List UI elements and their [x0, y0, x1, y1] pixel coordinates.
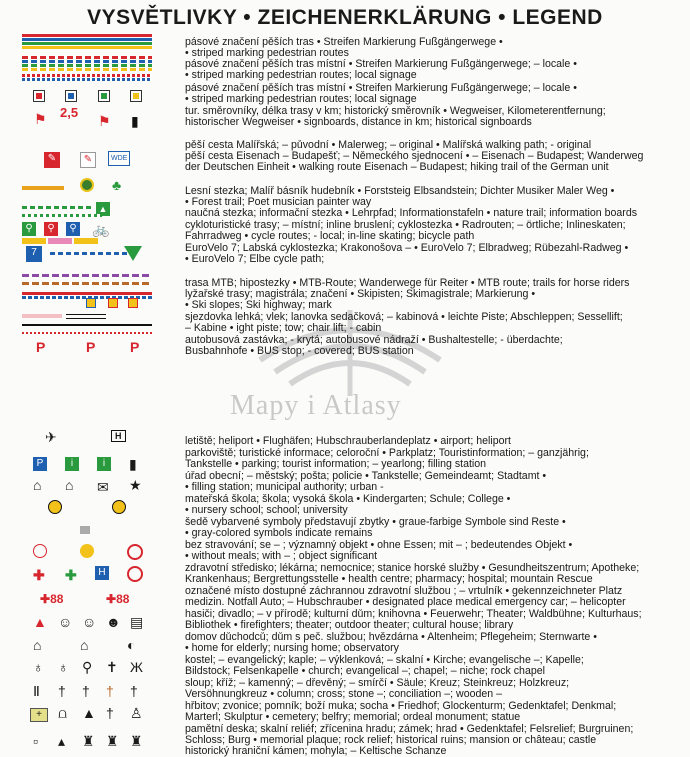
legend-line: EuroVelo 7; Labská cyklostezka; Krakonošova – • EuroVelo 7; Elbradweg; Rübezahl-Radweg • [185, 243, 629, 254]
cultural-house-icon: ☻ [106, 614, 121, 630]
legend-line: pásové značení pěších tras • Streifen Markierung Fußgängerwege • [185, 37, 503, 48]
emergency-car-icon: ✚88 [40, 592, 64, 606]
police-icon: ★ [129, 477, 142, 493]
legend-line: pamětní deska; skalní reliéf; zřícenina hradu; zámek; hrad • Gedenktafel; Felsrelief; Burgruinen; [185, 724, 634, 735]
theater-icon: ☺ [58, 614, 73, 630]
legend-line: sjezdovka lehká; vlek; lanovka sedačková; – kabinová • leichte Piste; Abschleppen; Sessellift; [185, 312, 623, 323]
municipal-office-icon: ⌂ [33, 477, 42, 493]
pharmacy-icon: ✚ [65, 567, 77, 583]
significant-object-icon [127, 544, 143, 560]
legend-line: zdravotní středisko; lékárna; nemocnice; stanice horské služby • Gesundheitszentrum; Apotheke; [185, 563, 640, 574]
legend-line: • Forest trail; Poet musician painter way [185, 197, 372, 208]
legend-line: kostel; – evangelický; kaple; – výklenková; – skalní • Kirche; evangelische –; Kapelle; [185, 655, 584, 666]
heliport-icon: H [111, 430, 126, 442]
statue-icon: ♙ [130, 705, 143, 721]
wooden-cross-icon: † [106, 683, 114, 699]
eurovelo-icon: 7 [26, 246, 42, 262]
legend-line: pásové značení pěších tras místní • Streifen Markierung Fußgängerwege; – locale • [185, 83, 577, 94]
legend-line: pěší cesta Malířská; – původní • Malerweg; – original • Malířská walking path; - original [185, 140, 592, 151]
hospital-icon: H [95, 566, 109, 580]
wde-badge: WDE [108, 151, 130, 166]
legend-line: • gray-colored symbols indicate remains [185, 528, 373, 539]
legend-line: tur. směrovníky, délka trasy v km; historický směrovník • Wegweiser, Kilometerentfernung; [185, 106, 606, 117]
outdoor-theater-icon: ☺ [82, 614, 97, 630]
legend-line: hasiči; divadlo; – v přírodě; kulturní dům; knihovna • Feuerwehr; Theater; Waldbühne; Kulturhaus; [185, 609, 642, 620]
legend-line: historický hraniční kámen; mohyla; – Keltische Schanze [185, 746, 447, 757]
mountain-rescue-icon [127, 566, 143, 582]
legend-line: bez stravování; se – ; významný objekt • ohne Essen; mit – ; bedeutendes Objekt • [185, 540, 573, 551]
cycle-route-icon: ⚲ [22, 222, 36, 236]
legend-line: autobusová zastávka; - krytá; autobusové nádraží • Bushaltestelle; - überdachte; [185, 335, 563, 346]
rock-chapel-icon: Ж [130, 659, 143, 675]
stone-cross-icon: † [82, 683, 90, 699]
library-icon: ▤ [130, 614, 144, 630]
cycle-local-icon: ⚲ [44, 222, 58, 236]
memorial-plaque-icon: ▫ [33, 733, 38, 749]
legend-line: hřbitov; zvonice; pomník; boží muka; socha • Friedhof; Glockenturm; Gedenktafel; Denkmal; [185, 701, 617, 712]
legend-line: medizin. Notfall Auto; – Hubschrauber • designated place medical emergency car; – helicopter [185, 597, 626, 608]
legend-line: – Kabine • ight piste; tow; chair lift; - cabin [185, 323, 382, 334]
legend-line: • Ski slopes; Ski highway; mark [185, 300, 332, 311]
tourist-info-icon: i [65, 457, 79, 471]
conciliation-cross-icon: † [130, 683, 138, 699]
legend-line: der Deutschen Einheit • walking route Eisenach – Budapest; hiking trail of the German unit [185, 162, 609, 173]
legend-line: Tankstelle • parking; tourist information; – yearlong; filling station [185, 459, 487, 470]
observatory-icon: ◐ [127, 637, 136, 653]
legend-line: • striped marking pedestrian routes [185, 48, 349, 59]
parking-icon: P [33, 457, 47, 471]
legend-line: lyžařské trasy; magistrála; značení • Skipisten; Skimagistrale; Markierung • [185, 289, 536, 300]
legend-line: • nursery school; school; university [185, 505, 348, 516]
legend-line: úřad obecní; – městský; pošta; policie • Tankstelle; Gemeindeamt; Stadtamt • [185, 471, 547, 482]
malirska-path-icon: ✎ [44, 152, 60, 168]
gray-remains-icon [80, 526, 90, 534]
bus-stop-icon: P [36, 339, 46, 355]
emergency-helicopter-icon: ✚88 [106, 592, 130, 606]
legend-line: Busbahnhofe • BUS stop; - covered; BUS station [185, 346, 414, 357]
legend-line: Marterl; Skulptur • cemetery; belfry; memorial; ordeal monument; statue [185, 712, 521, 723]
legend-line: Bildstock; Felsenkapelle • church; evangelical –; chapel; – niche; rock chapel [185, 666, 545, 677]
chapel-icon: ⚲ [82, 659, 93, 675]
forest-trail-icon: ▲ [96, 202, 110, 216]
watermark-text: Mapy i Atlasy [230, 390, 402, 421]
signpost-icon: ⚑ [98, 113, 111, 129]
legend-line: Bibliothek • firefighters; theater; outdoor theater; cultural house; library [185, 620, 514, 631]
post-office-icon: ✉ [97, 479, 109, 495]
rock-relief-icon: ▴ [58, 733, 66, 749]
firefighters-icon: ▲ [33, 614, 47, 630]
belfry-icon: ⩍ [58, 705, 68, 721]
bus-station-icon: P [130, 339, 140, 355]
with-meals-icon [80, 544, 94, 558]
german-unity-trail-icon: ♣ [112, 177, 122, 193]
legend-line: Fahrradweg • cycle routes; - local; in-line skating; bicycle path [185, 231, 475, 242]
school-icon [112, 500, 126, 514]
distance-label: 2,5 [60, 105, 79, 120]
legend-line: domov důchodců; dům s peč. službou; hvězdárna • Altenheim; Pflegeheim; Sternwarte • [185, 632, 597, 643]
town-office-icon: ⌂ [65, 477, 74, 493]
legend-line: letiště; heliport • Flughäfen; Hubschrauberlandeplatz • airport; heliport [185, 436, 512, 447]
health-centre-icon: ✚ [33, 567, 45, 583]
tourist-info-yearlong-icon: i [97, 457, 111, 471]
bus-stop-covered-icon: P [86, 339, 96, 355]
legend-line: Versöhnungkreuz • column; cross; stone –; conciliation –; wooden – [185, 689, 502, 700]
column-icon: Ⅱ [33, 683, 40, 699]
church-icon: ♁ [33, 659, 44, 675]
memorial-icon: ▲ [82, 705, 96, 721]
legend-line: označené místo dostupné záchrannou zdravotní službou ; – vrtulník • gekennzeichneter Platz [185, 586, 623, 597]
legend-line: historischer Wegweiser • signboards, distance in km; historical signboards [185, 117, 532, 128]
no-meals-icon [33, 544, 47, 558]
castle-ruins-icon: ♜ [82, 733, 95, 749]
legend-line: naučná stezka; informační stezka • Lehrpfad; Informationstafeln • nature trail; information boards [185, 208, 638, 219]
legend-line: mateřská škola; škola; vysoká škola • Kindergarten; Schule; College • [185, 494, 511, 505]
airport-icon: ✈ [45, 429, 57, 445]
legend-line: • filling station; municipal authority; urban - [185, 482, 384, 493]
malirska-original-icon: ✎ [80, 152, 96, 168]
inline-skating-icon: ⚲ [66, 222, 80, 236]
emergency-car-number: 88 [50, 592, 64, 606]
historic-signpost-icon: ▮ [131, 113, 139, 129]
home-elderly-icon: ⌂ [33, 637, 42, 653]
legend-line: • striped marking pedestrian routes; local signage [185, 70, 417, 81]
castle-icon: ♜ [130, 733, 143, 749]
legend-line: Krankenhaus; Bergrettungsstelle • health centre; pharmacy; hospital; mountain Rescue [185, 574, 593, 585]
legend-line: • striped marking pedestrian routes; local signage [185, 94, 417, 105]
legend-line: • EuroVelo 7; Elbe cycle path; [185, 254, 325, 265]
legend-line: pásové značení pěších tras místní • Streifen Markierung Fußgängerwege; – locale • [185, 59, 577, 70]
kindergarten-icon [48, 500, 62, 514]
emergency-helicopter-number: 88 [116, 592, 130, 606]
page-title: VYSVĚTLIVKY • ZEICHENERKLÄRUNG • LEGEND [87, 6, 603, 29]
nursing-home-icon: ⌂ [80, 637, 89, 653]
cemetery-icon: + [30, 708, 48, 722]
legend-line: pěší cesta Eisenach – Budapešť; – Německého sjednocení • – Eisenach – Budapest; Wanderweg [185, 151, 644, 162]
legend-line: • home for elderly; nursing home; observatory [185, 643, 399, 654]
legend-line: • without meals; with – ; object significant [185, 551, 378, 562]
chateau-icon: ♜ [106, 733, 119, 749]
bicycle-path-icon: 🚲 [92, 221, 110, 237]
signpost-icon: ⚑ [34, 111, 47, 127]
evangelical-church-icon: ♁ [58, 659, 69, 675]
legend-line: šedě vybarvené symboly představují zbytky • graue-farbige Symbole sind Reste • [185, 517, 566, 528]
legend-line: Lesní stezka; Malíř básník hudebník • Forststeig Elbsandstein; Dichter Musiker Maler Weg • [185, 186, 615, 197]
niche-chapel-icon: ✝ [106, 659, 118, 675]
legend-line: cykloturistické trasy; – místní; inline bruslení; cyklostezka • Radrouten; – örtliche; Inlineskaten; [185, 220, 626, 231]
cross-icon: † [58, 683, 66, 699]
legend-line: parkoviště; turistické informace; celoroční • Parkplatz; Touristinformation; – ganzjährig; [185, 448, 589, 459]
legend-line: trasa MTB; hipostezky • MTB-Route; Wanderwege für Reiter • MTB route; trails for horse riders [185, 278, 630, 289]
ordeal-monument-icon: † [106, 705, 114, 721]
legend-line: sloup; kříž; – kamenný; – dřevěný; – smírčí • Säule; Kreuz; Steinkreuz; Holzkreuz; [185, 678, 570, 689]
legend-line: Schloss; Burg • memorial plaque; rock relief; historical ruins; mansion or château; castle [185, 735, 597, 746]
filling-station-icon: ▮ [129, 456, 137, 472]
